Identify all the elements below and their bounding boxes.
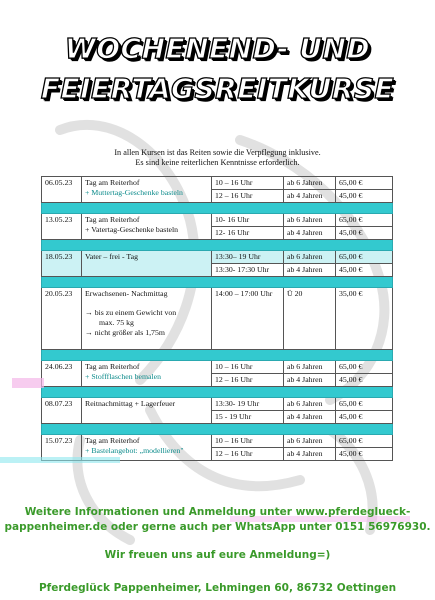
course-age: ab 6 Jahren: [284, 251, 336, 264]
course-age: ab 4 Jahren: [284, 227, 336, 240]
course-price: 65,00 €: [336, 214, 393, 227]
course-time: 12 – 16 Uhr: [212, 448, 284, 461]
course-date: 24.06.23: [42, 361, 82, 387]
course-age: ab 6 Jahren: [284, 435, 336, 448]
table-row: [42, 398, 393, 411]
course-time: 13:30– 19 Uhr: [212, 251, 284, 264]
footer-info-line-1: Weitere Informationen und Anmeldung unter www.pferdeglueck-: [24, 506, 411, 518]
course-note: → nicht größer als 1,75m: [85, 328, 165, 337]
course-title: Tag am Reiterhof: [85, 436, 140, 445]
intro-line-2: Es sind keine reiterlichen Kenntnisse erforderlich.: [135, 158, 300, 167]
course-age: ab 6 Jahren: [284, 214, 336, 227]
course-price: 45,00 €: [336, 411, 393, 424]
course-price: 65,00 €: [336, 361, 393, 374]
course-date: 13.05.23: [42, 214, 82, 240]
course-time: 10- 16 Uhr: [212, 214, 284, 227]
table-row: [42, 288, 393, 350]
course-time: 12 – 16 Uhr: [212, 374, 284, 387]
course-price: 45,00 €: [336, 374, 393, 387]
course-time: 10 – 16 Uhr: [212, 177, 284, 190]
course-title-cell: [82, 288, 212, 350]
course-date: 08.07.23: [42, 398, 82, 424]
course-date: 18.05.23: [42, 251, 82, 277]
footer-address: Pferdeglück Pappenheimer, Lehmingen 60, 86732 Oettingen: [38, 582, 397, 594]
course-title: Tag am Reiterhof: [85, 215, 140, 224]
footer-greeting: Wir freuen uns auf eure Anmeldung=): [104, 549, 331, 561]
course-time: 13:30- 17:30 Uhr: [212, 264, 284, 277]
separator-row: [42, 240, 393, 251]
course-extra: + Vatertag-Geschenke basteln: [85, 225, 179, 234]
separator-row: [42, 424, 393, 435]
separator-row: [42, 203, 393, 214]
course-time: 13:30- 19 Uhr: [212, 398, 284, 411]
course-price: 45,00 €: [336, 190, 393, 203]
course-age: ab 4 Jahren: [284, 374, 336, 387]
course-age: ab 6 Jahren: [284, 398, 336, 411]
course-extra: + Stoffflaschen bemalen: [85, 372, 161, 381]
course-time: 12- 16 Uhr: [212, 227, 284, 240]
course-note: → bis zu einem Gewicht von: [85, 308, 177, 317]
course-age: ab 4 Jahren: [284, 411, 336, 424]
table-row: [42, 435, 393, 448]
glitch-artifact: [12, 378, 44, 388]
course-age: Ü 20: [284, 288, 336, 350]
table-row: [42, 177, 393, 190]
course-time: 14:00 – 17:00 Uhr: [212, 288, 284, 350]
course-title: Tag am Reiterhof: [85, 362, 140, 371]
course-price: 65,00 €: [336, 177, 393, 190]
course-age: ab 4 Jahren: [284, 190, 336, 203]
course-date: 06.05.23: [42, 177, 82, 203]
course-time: 10 – 16 Uhr: [212, 361, 284, 374]
course-title: Reitnachmittag + Lagerfeuer: [82, 398, 212, 424]
course-price: 65,00 €: [336, 251, 393, 264]
course-time: 12 – 16 Uhr: [212, 190, 284, 203]
course-extra: + Muttertag-Geschenke basteln: [85, 188, 183, 197]
page-title-line-2: FEIERTAGSREITKURSE: [40, 72, 395, 105]
course-date: 15.07.23: [42, 435, 82, 461]
course-time: 15 - 19 Uhr: [212, 411, 284, 424]
course-title-cell: [82, 177, 212, 203]
course-title: Tag am Reiterhof: [85, 178, 140, 187]
course-price: 65,00 €: [336, 435, 393, 448]
table-row: [42, 251, 393, 264]
separator-row: [42, 350, 393, 361]
courses-table: [41, 176, 393, 461]
course-extra: + Bastelangebot: „modellieren": [85, 446, 184, 455]
course-title-cell: [82, 361, 212, 387]
course-age: ab 4 Jahren: [284, 448, 336, 461]
course-price: 65,00 €: [336, 398, 393, 411]
course-age: ab 4 Jahren: [284, 264, 336, 277]
course-note: max. 75 kg: [99, 318, 134, 327]
course-title-cell: [82, 214, 212, 240]
course-price: 45,00 €: [336, 227, 393, 240]
table-row: [42, 361, 393, 374]
course-price: 45,00 €: [336, 264, 393, 277]
table-row: [42, 214, 393, 227]
intro-line-1: In allen Kursen ist das Reiten sowie die Verpflegung inklusive.: [114, 148, 321, 157]
course-time: 10 – 16 Uhr: [212, 435, 284, 448]
course-title: Vater – frei - Tag: [82, 251, 212, 277]
glitch-artifact: [0, 457, 120, 463]
course-price: 35,00 €: [336, 288, 393, 350]
course-title: Erwachsenen- Nachmittag: [85, 289, 168, 298]
course-date: 20.05.23: [42, 288, 82, 350]
course-age: ab 6 Jahren: [284, 177, 336, 190]
page-title-line-1: WOCHENEND- UND: [64, 32, 371, 65]
footer-info-line-2: pappenheimer.de oder gerne auch per WhatsApp unter 0151 56976930.: [4, 521, 431, 533]
course-age: ab 6 Jahren: [284, 361, 336, 374]
separator-row: [42, 387, 393, 398]
separator-row: [42, 277, 393, 288]
course-price: 45,00 €: [336, 448, 393, 461]
